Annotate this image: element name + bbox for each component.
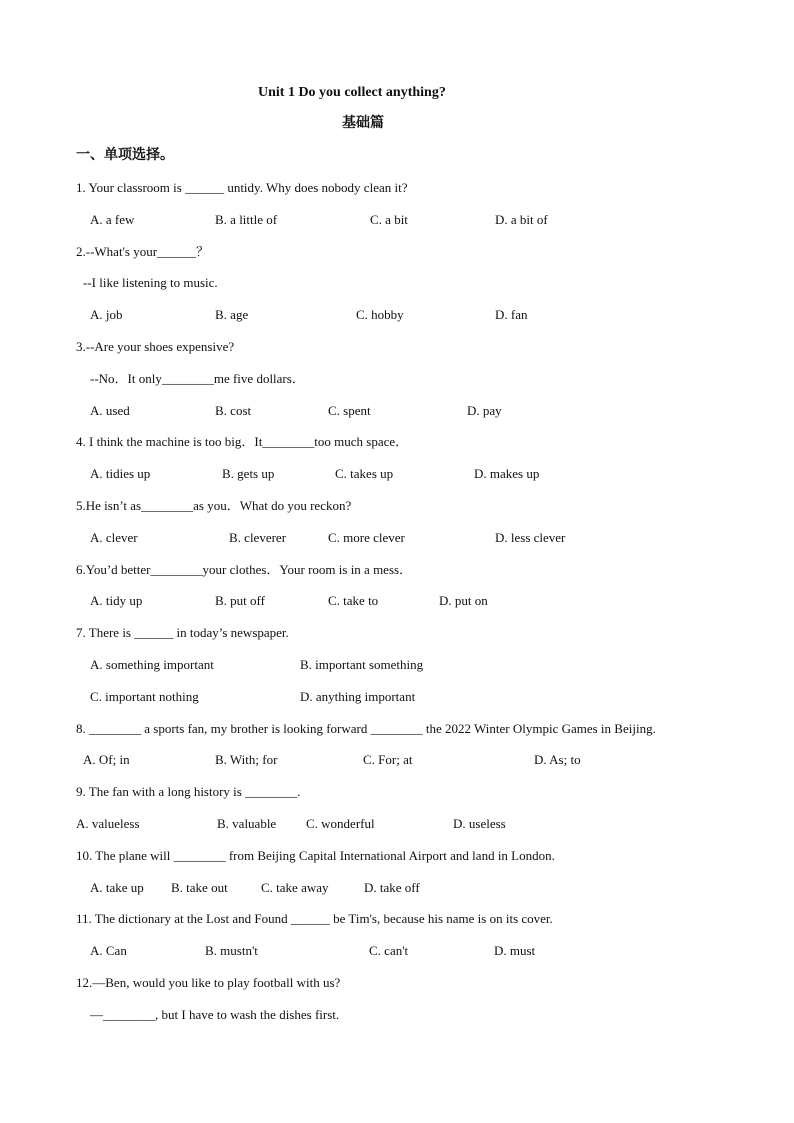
question-7-option-b[interactable]: B. important something bbox=[300, 657, 424, 672]
page-title: Unit 1 Do you collect anything? bbox=[258, 85, 446, 100]
question-6-option-c[interactable]: C. take to bbox=[328, 593, 379, 608]
question-5-option-a[interactable]: A. clever bbox=[90, 530, 138, 545]
question-2-stem: 2.--What's your______？ bbox=[76, 244, 210, 259]
question-2-stem-line2: --I like listening to music. bbox=[83, 275, 218, 290]
question-5-option-b[interactable]: B. cleverer bbox=[229, 530, 287, 545]
question-3-stem: 3.--Are your shoes expensive? bbox=[76, 339, 235, 354]
question-5-stem: 5.He isn’t as________as you．What do you reckon? bbox=[76, 498, 352, 513]
question-6-option-b[interactable]: B. put off bbox=[215, 593, 265, 608]
question-12-stem-line2: —________, but I have to wash the dishes first. bbox=[90, 1007, 340, 1022]
question-8-option-b[interactable]: B. With; for bbox=[215, 752, 278, 767]
question-8-option-a[interactable]: A. Of; in bbox=[83, 752, 130, 767]
question-8-stem: 8. ________ a sports fan, my brother is looking forward ________ the 2022 Winter Olympic Games in Beijing. bbox=[76, 721, 656, 736]
question-7-option-c[interactable]: C. important nothing bbox=[90, 689, 199, 704]
question-2-option-a[interactable]: A. job bbox=[90, 307, 123, 322]
question-1-option-d[interactable]: D. a bit of bbox=[495, 212, 548, 227]
question-1-option-a[interactable]: A. a few bbox=[90, 212, 135, 227]
question-1-option-b[interactable]: B. a little of bbox=[215, 212, 278, 227]
question-5-option-d[interactable]: D. less clever bbox=[495, 530, 566, 545]
question-11-option-a[interactable]: A. Can bbox=[90, 943, 127, 958]
question-2-option-d[interactable]: D. fan bbox=[495, 307, 528, 322]
question-9-stem: 9. The fan with a long history is ________. bbox=[76, 784, 301, 799]
question-8-option-d[interactable]: D. As; to bbox=[534, 752, 581, 767]
question-3-option-d[interactable]: D. pay bbox=[467, 403, 502, 418]
question-11-option-c[interactable]: C. can't bbox=[369, 943, 409, 958]
question-3-stem-line2: --No．It only________me five dollars． bbox=[90, 371, 305, 386]
question-8-option-c[interactable]: C. For; at bbox=[363, 752, 413, 767]
question-10-stem: 10. The plane will ________ from Beijing Capital International Airport and land in London. bbox=[76, 848, 555, 863]
question-4-option-a[interactable]: A. tidies up bbox=[90, 466, 151, 481]
question-9-option-b[interactable]: B. valuable bbox=[217, 816, 277, 831]
question-2-option-c[interactable]: C. hobby bbox=[356, 307, 404, 322]
question-1-stem: 1. Your classroom is ______ untidy. Why does nobody clean it? bbox=[76, 180, 408, 195]
question-7-option-d[interactable]: D. anything important bbox=[300, 689, 416, 704]
question-10-option-d[interactable]: D. take off bbox=[364, 880, 420, 895]
question-3-option-b[interactable]: B. cost bbox=[215, 403, 252, 418]
question-7-option-a[interactable]: A. something important bbox=[90, 657, 214, 672]
section-heading: 一、单项选择。 bbox=[76, 148, 174, 163]
question-11-stem: 11. The dictionary at the Lost and Found ______ be Tim's, because his name is on its cover. bbox=[76, 911, 553, 926]
question-1-option-c[interactable]: C. a bit bbox=[370, 212, 408, 227]
question-11-option-b[interactable]: B. mustn't bbox=[205, 943, 258, 958]
question-6-stem: 6.You’d better________your clothes．Your room is in a mess． bbox=[76, 562, 413, 577]
question-10-option-c[interactable]: C. take away bbox=[261, 880, 329, 895]
question-3-option-a[interactable]: A. used bbox=[90, 403, 130, 418]
question-10-option-b[interactable]: B. take out bbox=[171, 880, 228, 895]
question-10-option-a[interactable]: A. take up bbox=[90, 880, 144, 895]
question-5-option-c[interactable]: C. more clever bbox=[328, 530, 405, 545]
question-6-option-a[interactable]: A. tidy up bbox=[90, 593, 143, 608]
question-12-stem: 12.—Ben, would you like to play football with us? bbox=[76, 975, 341, 990]
page-subtitle: 基础篇 bbox=[342, 116, 384, 131]
question-4-option-b[interactable]: B. gets up bbox=[222, 466, 275, 481]
question-4-stem: 4. I think the machine is too big．It________too much space． bbox=[76, 434, 409, 449]
question-6-option-d[interactable]: D. put on bbox=[439, 593, 488, 608]
question-11-option-d[interactable]: D. must bbox=[494, 943, 536, 958]
question-9-option-c[interactable]: C. wonderful bbox=[306, 816, 375, 831]
question-7-stem: 7. There is ______ in today’s newspaper. bbox=[76, 625, 289, 640]
question-9-option-d[interactable]: D. useless bbox=[453, 816, 506, 831]
question-4-option-c[interactable]: C. takes up bbox=[335, 466, 394, 481]
question-3-option-c[interactable]: C. spent bbox=[328, 403, 371, 418]
question-4-option-d[interactable]: D. makes up bbox=[474, 466, 540, 481]
question-2-option-b[interactable]: B. age bbox=[215, 307, 249, 322]
question-9-option-a[interactable]: A. valueless bbox=[76, 816, 140, 831]
